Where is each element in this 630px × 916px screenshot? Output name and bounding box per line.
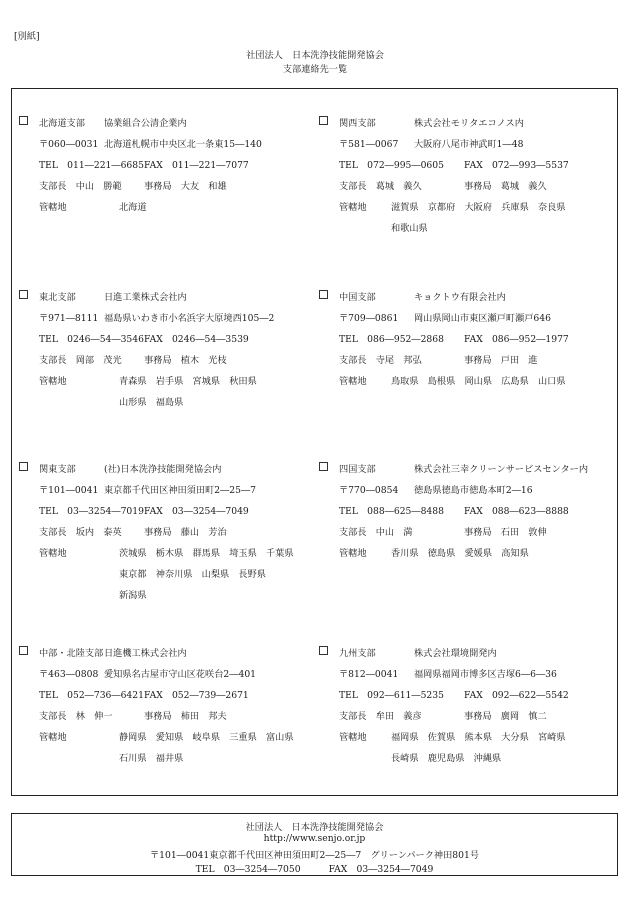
branch-address: 福岡県福岡市博多区吉塚6―6―36 [414,669,557,680]
checkbox-icon[interactable] [19,646,28,655]
branch-tel: TEL 011―221―6685 [39,160,144,171]
branch-tel: TEL 072―995―0605 [339,160,444,171]
branch-area-label: 管轄地 [339,732,367,743]
branch-head: 支部長 牟田 義彦 [339,711,422,722]
branch-bureau: 事務局 石田 敦伸 [464,527,547,538]
branch-head: 支部長 中山 満 [339,527,413,538]
branch-entry [19,461,319,621]
branch-office: (社)日本洗浄技能開発協会内 [104,464,222,475]
branch-address: 愛知県名古屋市守山区花咲台2―401 [104,669,257,680]
branch-bureau: 事務局 大友 和雄 [144,181,227,192]
branch-area: 静岡県 愛知県 岐阜県 三重県 富山県 [119,732,294,743]
branch-area: 長崎県 鹿児島県 沖縄県 [391,753,502,764]
branch-area: 和歌山県 [391,223,428,234]
branch-name: 関西支部 [339,118,376,129]
branch-office: 日進工業株式会社内 [104,292,187,303]
branch-entry [19,289,319,449]
branch-office: 株式会社モリタエコノス内 [414,118,524,129]
branch-fax: FAX 088―623―8888 [464,506,569,517]
branch-name: 東北支部 [39,292,76,303]
branch-entry [319,461,619,621]
branch-entry [19,645,319,805]
branch-area: 青森県 岩手県 宮城県 秋田県 [119,376,257,387]
branch-fax: FAX 052―739―2671 [144,690,249,701]
branch-area: 茨城県 栃木県 群馬県 埼玉県 千葉県 [119,548,294,559]
branch-name: 九州支部 [339,648,376,659]
footer-fax: FAX 03―3254―7049 [328,864,434,875]
branch-tel: TEL 088―625―8488 [339,506,444,517]
branch-area-label: 管轄地 [339,202,367,213]
branch-name: 北海道支部 [39,118,85,129]
organization-title: 社団法人 日本洗浄技能開発協会 [246,50,384,61]
branch-area: 東京都 神奈川県 山梨県 長野県 [119,569,266,580]
branch-tel: TEL 086―952―2868 [339,334,444,345]
branch-area: 滋賀県 京都府 大阪府 兵庫県 奈良県 [391,202,566,213]
branch-name: 中国支部 [339,292,376,303]
branch-bureau: 事務局 戸田 進 [464,355,538,366]
branch-head: 支部長 坂内 泰英 [39,527,122,538]
branch-address: 福島県いわき市小名浜字大原境西105―2 [104,313,275,324]
branch-bureau: 事務局 廣岡 慎二 [464,711,547,722]
branch-address: 大阪府八尾市神武町1―48 [414,139,524,150]
branch-area-label: 管轄地 [39,202,67,213]
branch-entry [319,645,619,805]
footer-address: 〒101―0041東京都千代田区神田須田町2―25―7 グリーンパーク神田801号 [149,850,480,861]
branch-postal-code: 〒581―0067 [339,139,399,150]
branch-area: 香川県 徳島県 愛媛県 高知県 [391,548,529,559]
branch-area: 北海道 [119,202,147,213]
branch-head: 支部長 葛城 義久 [339,181,422,192]
branch-fax: FAX 0246―54―3539 [144,334,249,345]
checkbox-icon[interactable] [19,290,28,299]
branch-address: 北海道札幌市中央区北一条東15―140 [104,139,262,150]
branch-postal-code: 〒770―0854 [339,485,399,496]
branch-tel: TEL 0246―54―3546 [39,334,144,345]
branch-postal-code: 〒709―0861 [339,313,399,324]
branch-postal-code: 〒463―0808 [39,669,99,680]
page-title: 支部連絡先一覧 [282,64,348,75]
branch-bureau: 事務局 葛城 義久 [464,181,547,192]
branch-name: 中部・北陸支部 [39,648,104,659]
branch-bureau: 事務局 藤山 芳治 [144,527,227,538]
branch-entry [319,115,619,275]
branch-area: 福岡県 佐賀県 熊本県 大分県 宮崎県 [391,732,566,743]
branch-address: 東京都千代田区神田須田町2―25―7 [104,485,257,496]
checkbox-icon[interactable] [19,116,28,125]
branch-postal-code: 〒101―0041 [39,485,99,496]
branch-area-label: 管轄地 [339,376,367,387]
branch-fax: FAX 086―952―1977 [464,334,569,345]
branch-tel: TEL 03―3254―7019 [39,506,144,517]
checkbox-icon[interactable] [319,116,328,125]
checkbox-icon[interactable] [319,646,328,655]
branch-area: 山形県 福島県 [119,397,184,408]
branch-name: 四国支部 [339,464,376,475]
branch-area: 鳥取県 島根県 岡山県 広島県 山口県 [391,376,566,387]
branch-head: 支部長 岡部 茂光 [39,355,122,366]
branch-fax: FAX 072―993―5537 [464,160,569,171]
checkbox-icon[interactable] [319,290,328,299]
branch-entry [19,115,319,275]
footer-contact [12,861,617,875]
footer-box [11,813,618,876]
footer-tel: TEL 03―3254―7050 [195,864,301,875]
branch-area-label: 管轄地 [39,548,67,559]
branch-area-label: 管轄地 [39,732,67,743]
branch-head: 支部長 中山 勝範 [39,181,122,192]
branch-head: 支部長 林 伸一 [39,711,113,722]
branch-area: 石川県 福井県 [119,753,184,764]
branch-tel: TEL 092―611―5235 [339,690,444,701]
branch-office: 株式会社環境開発内 [414,648,497,659]
branch-name: 関東支部 [39,464,76,475]
branch-office: 日進機工株式会社内 [104,648,187,659]
branch-office: 協業組合公清企業内 [104,118,187,129]
branch-head: 支部長 寺尾 邦弘 [339,355,422,366]
branch-office: 株式会社三幸クリーンサービスセンター内 [414,464,589,475]
branch-area: 新潟県 [119,590,147,601]
branch-office: キョクトウ有限会社内 [414,292,506,303]
branch-postal-code: 〒971―8111 [39,313,99,324]
branch-bureau: 事務局 植木 光枝 [144,355,227,366]
branch-fax: FAX 092―622―5542 [464,690,569,701]
footer-organization: 社団法人 日本洗浄技能開発協会 [245,822,384,833]
footer-url[interactable]: http://www.senjo.or.jp [263,833,366,844]
branch-area-label: 管轄地 [339,548,367,559]
branch-postal-code: 〒060―0031 [39,139,99,150]
branch-area-label: 管轄地 [39,376,67,387]
branch-tel: TEL 052―736―6421 [39,690,144,701]
branch-address: 岡山県岡山市東区瀬戸町瀬戸646 [414,313,551,324]
attachment-note: [別紙] [14,31,40,42]
branch-fax: FAX 011―221―7077 [144,160,249,171]
checkbox-icon[interactable] [19,462,28,471]
branch-entry [319,289,619,449]
checkbox-icon[interactable] [319,462,328,471]
branch-address: 徳島県徳島市徳島本町2―16 [414,485,533,496]
branch-postal-code: 〒812―0041 [339,669,399,680]
branch-fax: FAX 03―3254―7049 [144,506,249,517]
branch-bureau: 事務局 柿田 邦夫 [144,711,227,722]
